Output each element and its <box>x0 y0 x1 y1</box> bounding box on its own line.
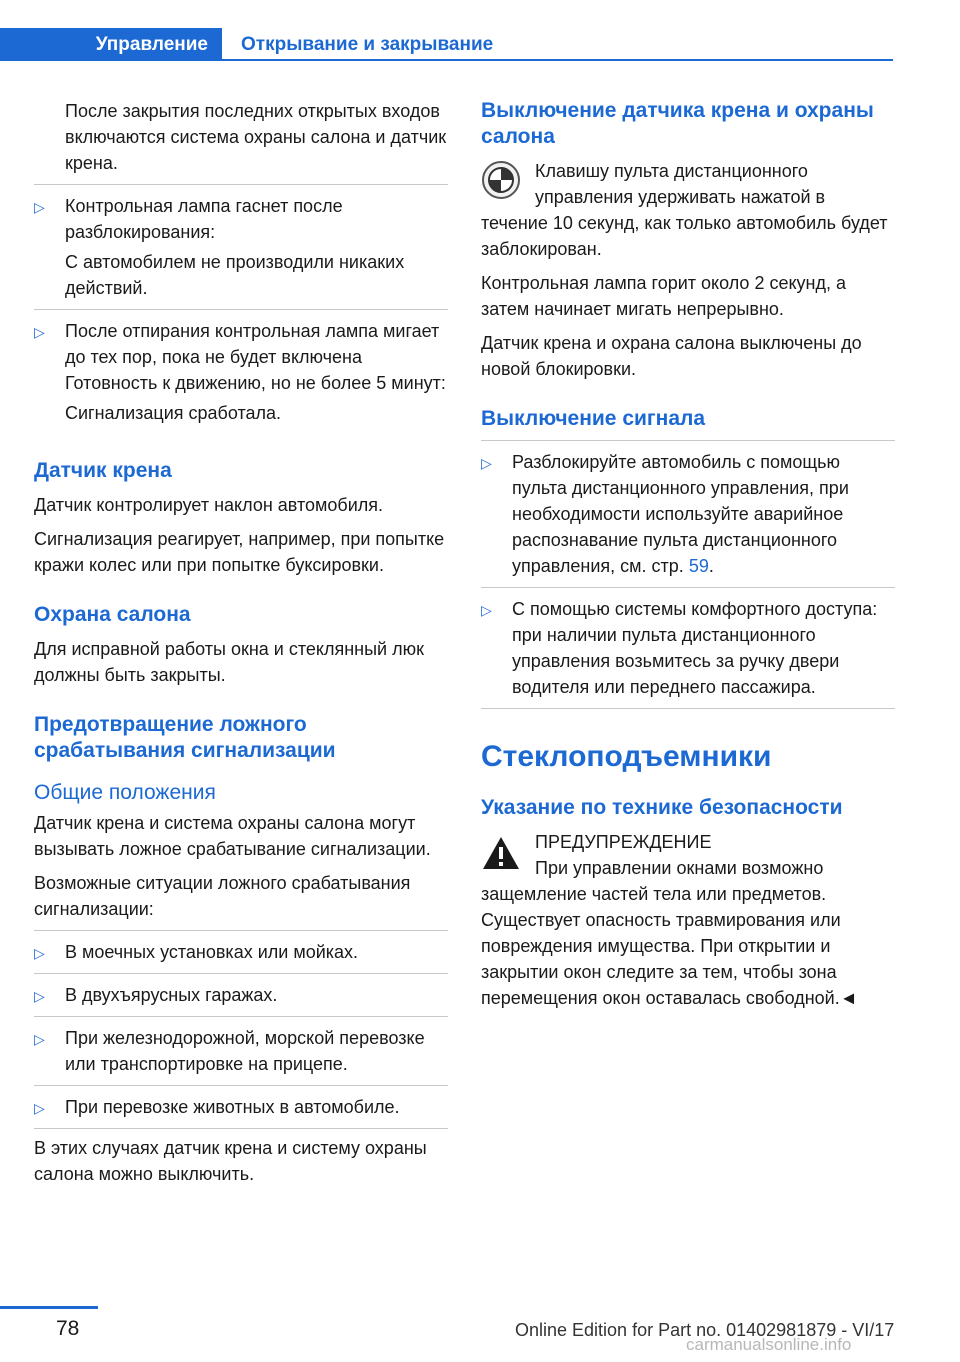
disable-alarm-heading: Выключение сигнала <box>481 407 706 430</box>
edition-note: Online Edition for Part no. 01402981879 - VI/17 <box>515 1320 895 1340</box>
triangle-bullet-icon: ▷ <box>34 1031 45 1047</box>
list-item: ▷ Контрольная лампа гаснет после разблокирования: С автомобилем не производили никаких действий. <box>34 184 448 309</box>
interior-paragraph: Для исправной работы окна и стеклянный люк должны быть закрыты. <box>34 639 424 685</box>
list-item: ▷ Разблокируйте автомобиль с помощью пульта дистанционного управления, при необходимости используйте аварийное распознавание пульта дистанционного управления, см. стр. 59. <box>481 440 895 587</box>
triangle-bullet-icon: ▷ <box>34 945 45 961</box>
general-paragraph-2: Возможные ситуации ложного срабатывания сигнализации: <box>34 873 411 919</box>
tilt-sensor-heading: Датчик крена <box>34 459 172 482</box>
list-item: ▷ В двухъярусных гаражах. <box>34 973 448 1016</box>
page-header <box>0 28 893 61</box>
remote-key-paragraph: Клавишу пульта дистанционного управления удерживать нажатой в течение 10 секунд, как только автомобиль будет заблокирован. <box>481 161 888 259</box>
right-column <box>481 98 895 1019</box>
page-link[interactable]: 59 <box>688 556 709 576</box>
warning-block <box>481 829 895 1011</box>
intro-paragraph: После закрытия последних открытых входов включаются система охраны салона и датчик крена. <box>65 101 447 173</box>
list-item: ▷ После отпирания контрольная лампа мигает до тех пор, пока не будет включена Готовность к движению, но не более 5 минут: Сигнализация сработала. <box>34 309 448 434</box>
disabled-until-paragraph: Датчик крена и охрана салона выключены до новой блокировки. <box>481 333 862 379</box>
warning-triangle-icon <box>481 835 521 873</box>
triangle-bullet-icon: ▷ <box>34 199 45 215</box>
general-paragraph-1: Датчик крена и система охраны салона могут вызывать ложное срабатывание сигнализации. <box>34 813 431 859</box>
triangle-bullet-icon: ▷ <box>34 324 45 340</box>
safety-note-heading: Указание по технике безопасности <box>481 796 843 819</box>
triangle-bullet-icon: ▷ <box>481 455 492 471</box>
triangle-bullet-icon: ▷ <box>34 988 45 1004</box>
footer-rule <box>0 1306 98 1309</box>
list-item: ▷ При железнодорожной, морской перевозке или транспортировке на прицепе. <box>34 1016 448 1085</box>
disable-sensor-heading: Выключение датчика крена и охраны салона <box>481 99 874 148</box>
list-item: ▷ При перевозке животных в автомобиле. <box>34 1085 448 1129</box>
tilt-paragraph-2: Сигнализация реагирует, например, при попытке кражи колес или при попытке буксировки. <box>34 529 445 575</box>
page-number: 78 <box>56 1317 80 1340</box>
warning-text: При управлении окнами возможно защемление частей тела или предметов. Существует опасность травмирования или повреждения имущества. При открытии и закрытии окон следите за тем, чтобы зона перемещения окон оставалась свободной.◄ <box>481 858 858 1008</box>
interior-protection-heading: Охрана салона <box>34 603 191 626</box>
general-heading: Общие положения <box>34 781 216 804</box>
chapter-tab[interactable]: Открывание и закрывание <box>241 33 494 55</box>
false-alarm-heading: Предотвращение ложного срабатывания сигнализации <box>34 713 336 762</box>
closing-paragraph: В этих случаях датчик крена и систему охраны салона можно выключить. <box>34 1138 427 1184</box>
list-item: ▷ С помощью системы комфортного доступа: при наличии пульта дистанционного управления возьмитесь за ручку двери водителя или переднего пассажира. <box>481 587 895 709</box>
warning-label: ПРЕДУПРЕЖДЕНИЕ <box>535 832 712 852</box>
left-column <box>34 98 448 1195</box>
triangle-bullet-icon: ▷ <box>34 1100 45 1116</box>
indicator-paragraph: Контрольная лампа горит около 2 секунд, а затем начинает мигать непрерывно. <box>481 273 847 319</box>
watermark: carmanualsonline.info <box>686 1335 852 1354</box>
tilt-paragraph-1: Датчик контролирует наклон автомобиля. <box>34 495 383 515</box>
key-fob-button-icon <box>481 160 521 200</box>
section-tab[interactable]: Управление <box>0 28 222 61</box>
list-item: ▷ В моечных установках или мойках. <box>34 930 448 973</box>
triangle-bullet-icon: ▷ <box>481 602 492 618</box>
power-windows-heading: Стеклоподъемники <box>481 740 772 773</box>
